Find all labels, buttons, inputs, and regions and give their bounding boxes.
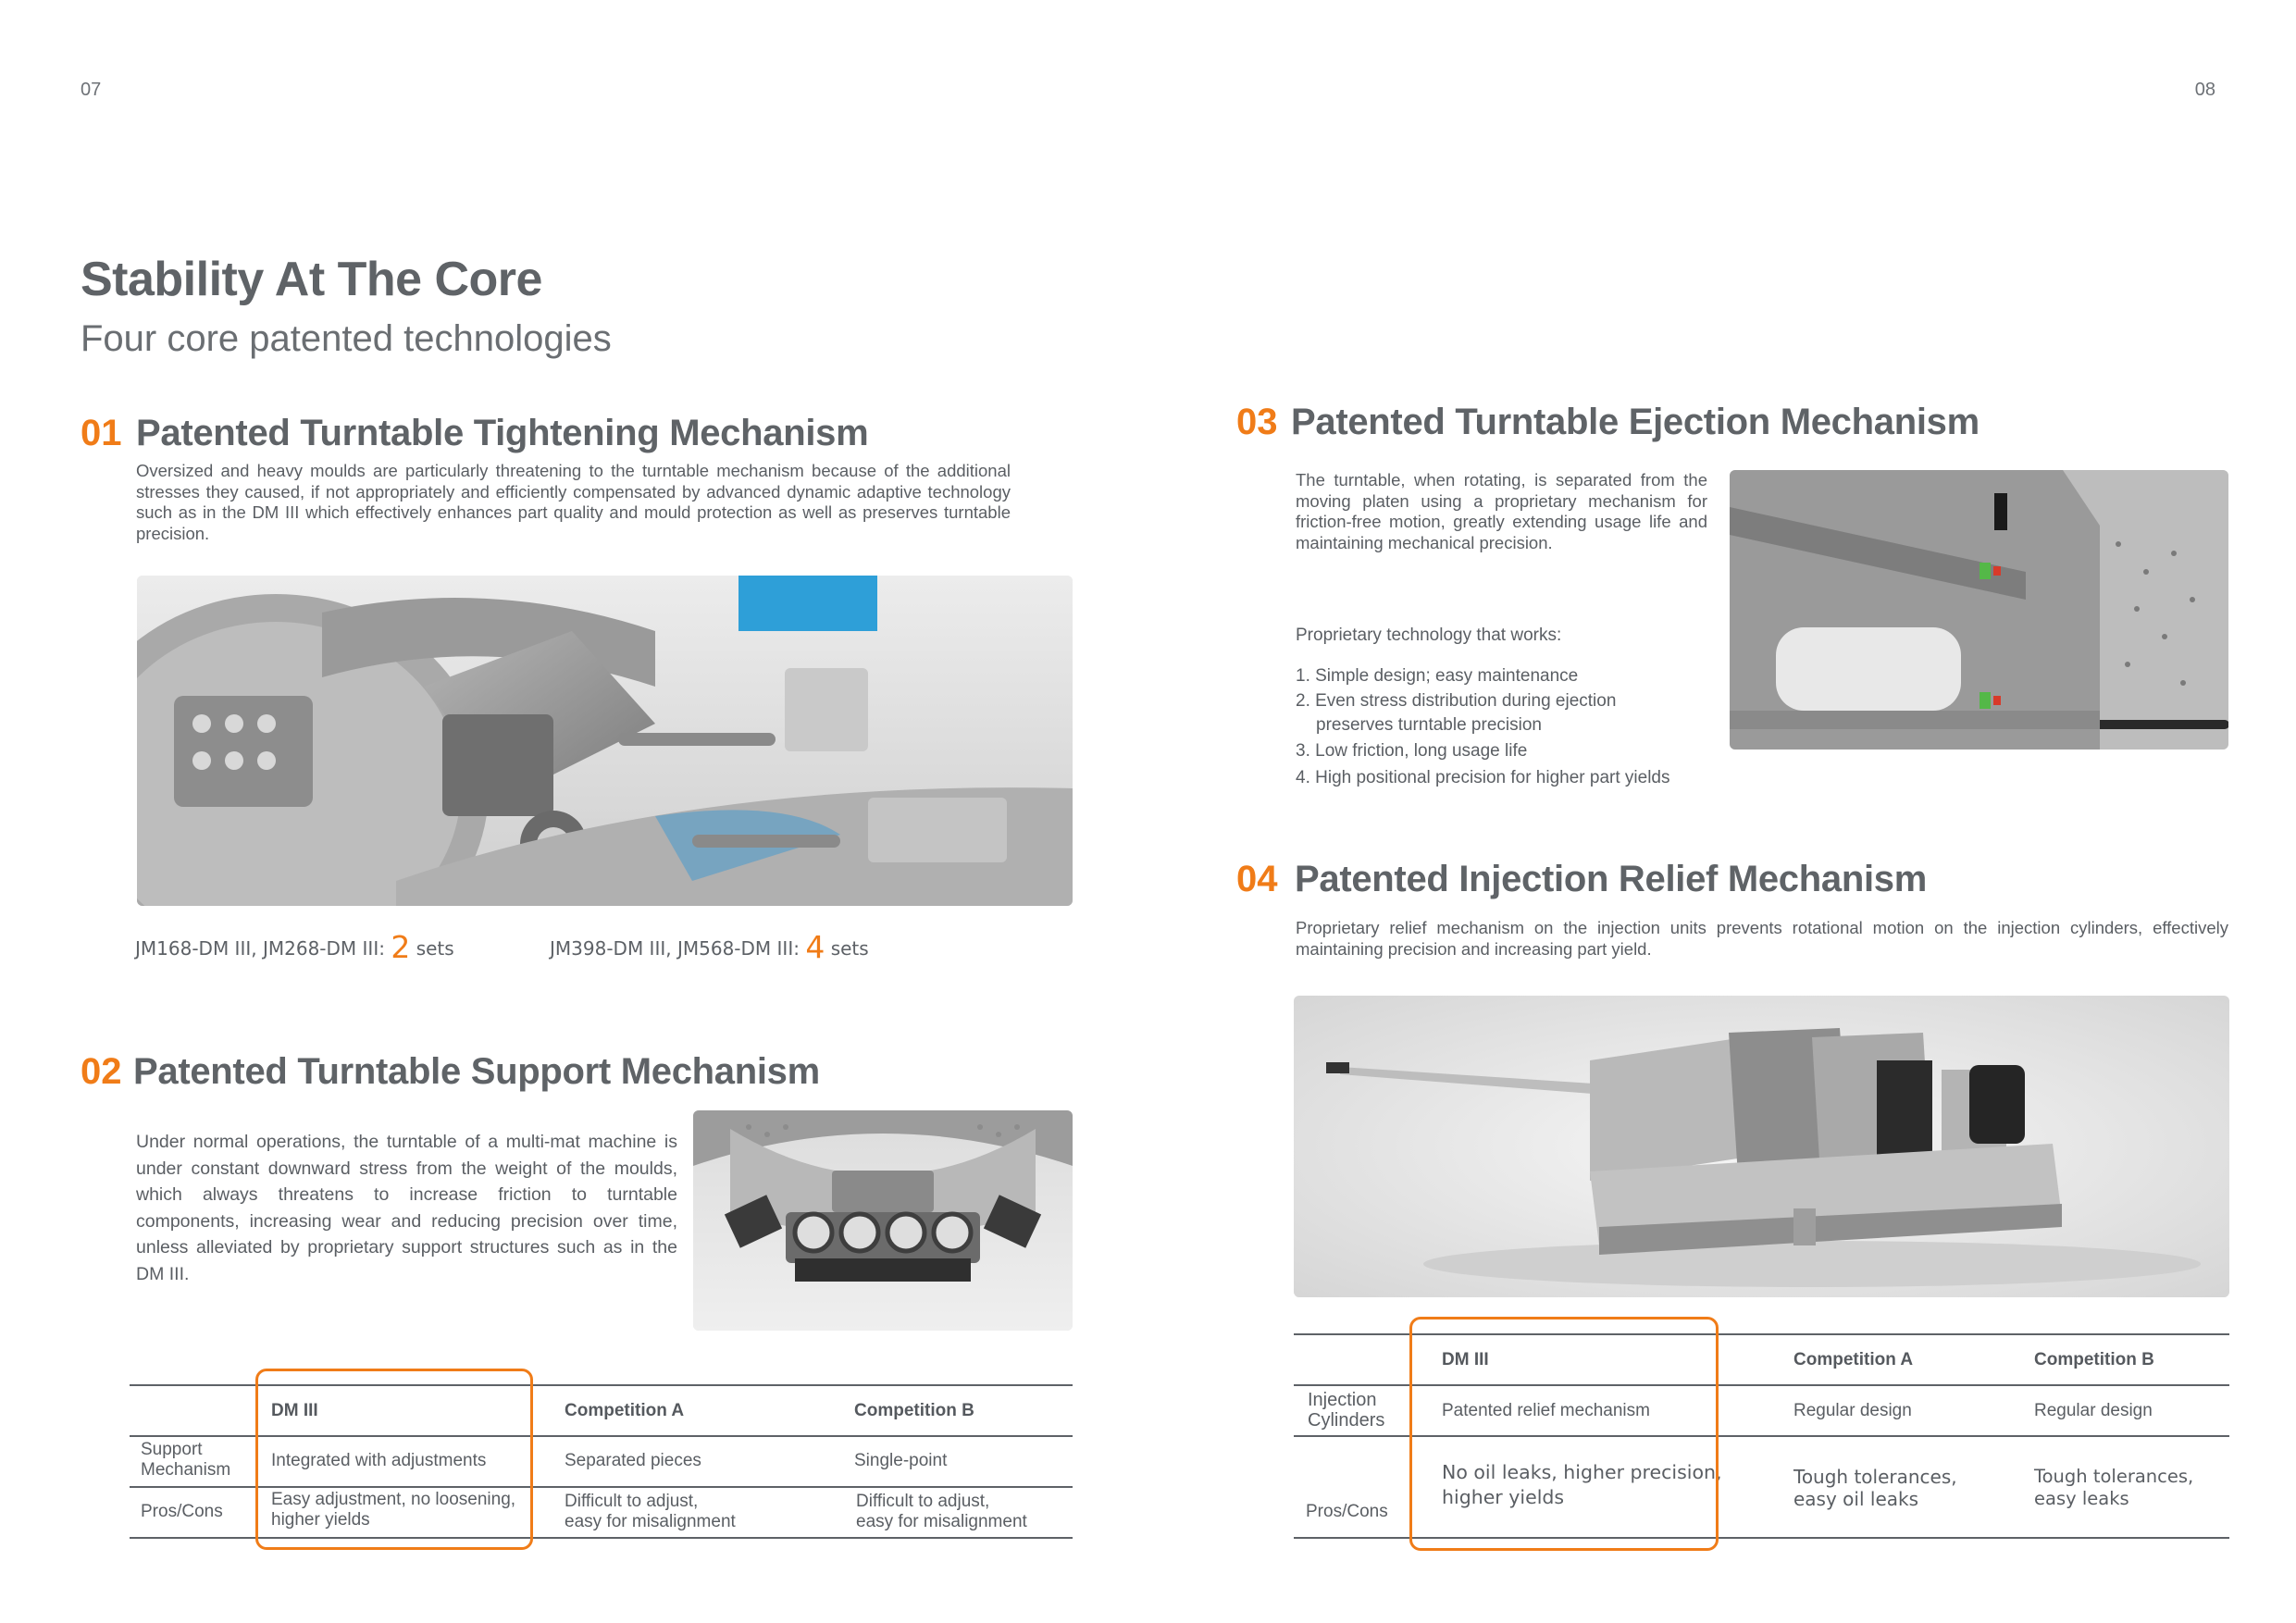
table-04-header-competition-a: Competition A — [1793, 1350, 1914, 1369]
table-04-header-dm3: DM III — [1442, 1350, 1489, 1369]
section-02-number: 02 — [81, 1051, 122, 1092]
list-item: 4. High positional precision for higher part yields — [1296, 768, 1670, 787]
sets-unit: sets — [830, 937, 869, 960]
list-item-continued: preserves turntable precision — [1316, 715, 1542, 735]
table-02-cell — [565, 1492, 736, 1532]
section-02-title: Patented Turntable Support Mechanism — [133, 1051, 820, 1092]
ejection-mechanism-image — [1730, 470, 2228, 750]
section-03-body: The turntable, when rotating, is separated from the moving platen using a proprietary mechanism for friction-free motion, greatly extending usage life and maintaining mechanical precision. — [1296, 470, 1707, 552]
injection-unit-image — [1294, 996, 2229, 1297]
cell-line: Difficult to adjust, — [565, 1492, 699, 1511]
page-number-left: 07 — [81, 80, 102, 100]
page-title: Stability At The Core — [81, 253, 542, 306]
section-02-body: Under normal operations, the turntable of a multi-mat machine is under constant downward stress from the weight of the moulds, which always threatens to increase friction to turntable components, increasing wear and reducing precision over time, unless alleviated by proprietary support structures such as in the DM III. — [136, 1132, 677, 1284]
section-01-number: 01 — [81, 413, 122, 453]
table-02-dm3-highlight — [255, 1369, 533, 1550]
table-02-header-competition-a: Competition A — [565, 1401, 685, 1420]
page-number-right: 08 — [2194, 80, 2215, 100]
cell-line: Difficult to adjust, — [856, 1492, 990, 1511]
section-03-list — [1296, 663, 1670, 791]
sets-models: JM398-DM III, JM568-DM III: — [550, 937, 800, 960]
cell-line: No oil leaks, higher precision, — [1442, 1461, 1722, 1483]
table-04-cell: Regular design — [2034, 1401, 2153, 1420]
table-02-row-label: Pros/Cons — [141, 1502, 223, 1521]
turntable-support-image — [693, 1110, 1073, 1331]
cell-line: Tough tolerances, — [1793, 1466, 1957, 1488]
sets-jm168-jm268 — [135, 929, 454, 965]
cell-line: Easy adjustment, no loosening, — [271, 1490, 516, 1509]
table-02-header-dm3: DM III — [271, 1401, 318, 1420]
table-04-header-competition-b: Competition B — [2034, 1350, 2154, 1369]
cell-line: easy leaks — [2034, 1488, 2129, 1509]
section-01-body: Oversized and heavy moulds are particularly threatening to the turntable mechanism because of the additional stresses they caused, if not appropriately and efficiently compensated by advanced dynamic adaptive technology such as in the DM III which effectively enhances part quality and mould protection as well as preserves turntable precision. — [136, 461, 1011, 543]
table-02-row-label — [141, 1440, 230, 1481]
label-line: Support — [141, 1440, 203, 1459]
table-04-cell: Regular design — [1793, 1401, 1912, 1420]
section-01-title: Patented Turntable Tightening Mechanism — [136, 413, 869, 453]
table-04-dm3-highlight — [1409, 1317, 1719, 1551]
table-04-row-label — [1308, 1390, 1384, 1431]
sets-unit: sets — [416, 937, 454, 960]
table-04-cell: Patented relief mechanism — [1442, 1401, 1650, 1420]
sets-count: 2 — [391, 929, 411, 965]
table-02-header-competition-b: Competition B — [854, 1401, 974, 1420]
table-04-cell — [1793, 1466, 1957, 1510]
table-02-cell: Integrated with adjustments — [271, 1451, 487, 1470]
sets-models: JM168-DM III, JM268-DM III: — [135, 937, 385, 960]
section-04-body: Proprietary relief mechanism on the injection units prevents rotational motion on the injection cylinders, effectively maintaining precision and increasing part yield. — [1296, 918, 2228, 959]
table-02-cell: Single-point — [854, 1451, 948, 1470]
cell-line: higher yields — [1442, 1486, 1565, 1508]
label-line: Mechanism — [141, 1460, 231, 1480]
turntable-tightening-image — [137, 576, 1073, 906]
section-03-list-intro: Proprietary technology that works: — [1296, 626, 1562, 645]
cell-line: higher yields — [271, 1510, 370, 1530]
list-item: 1. Simple design; easy maintenance — [1296, 666, 1579, 686]
sets-count: 4 — [805, 929, 825, 965]
cell-line: easy for misalignment — [856, 1512, 1027, 1531]
table-02-cell: Separated pieces — [565, 1451, 701, 1470]
page-subtitle: Four core patented technologies — [81, 318, 612, 359]
section-03-number: 03 — [1236, 402, 1278, 442]
table-04-cell — [2034, 1466, 2193, 1510]
cell-line: Tough tolerances, — [2034, 1466, 2194, 1487]
section-03-title: Patented Turntable Ejection Mechanism — [1291, 402, 1980, 442]
table-02-cell — [856, 1492, 1027, 1532]
label-line: Injection — [1308, 1390, 1377, 1410]
section-04-title: Patented Injection Relief Mechanism — [1295, 859, 1927, 899]
section-04-number: 04 — [1236, 859, 1278, 899]
table-04-row-label: Pros/Cons — [1306, 1502, 1388, 1521]
label-line: Cylinders — [1308, 1410, 1385, 1431]
list-item: 2. Even stress distribution during ejection — [1296, 691, 1617, 711]
cell-line: easy for misalignment — [565, 1512, 736, 1531]
list-item: 3. Low friction, long usage life — [1296, 741, 1528, 761]
sets-jm398-jm568 — [550, 929, 869, 965]
cell-line: easy oil leaks — [1793, 1488, 1918, 1510]
